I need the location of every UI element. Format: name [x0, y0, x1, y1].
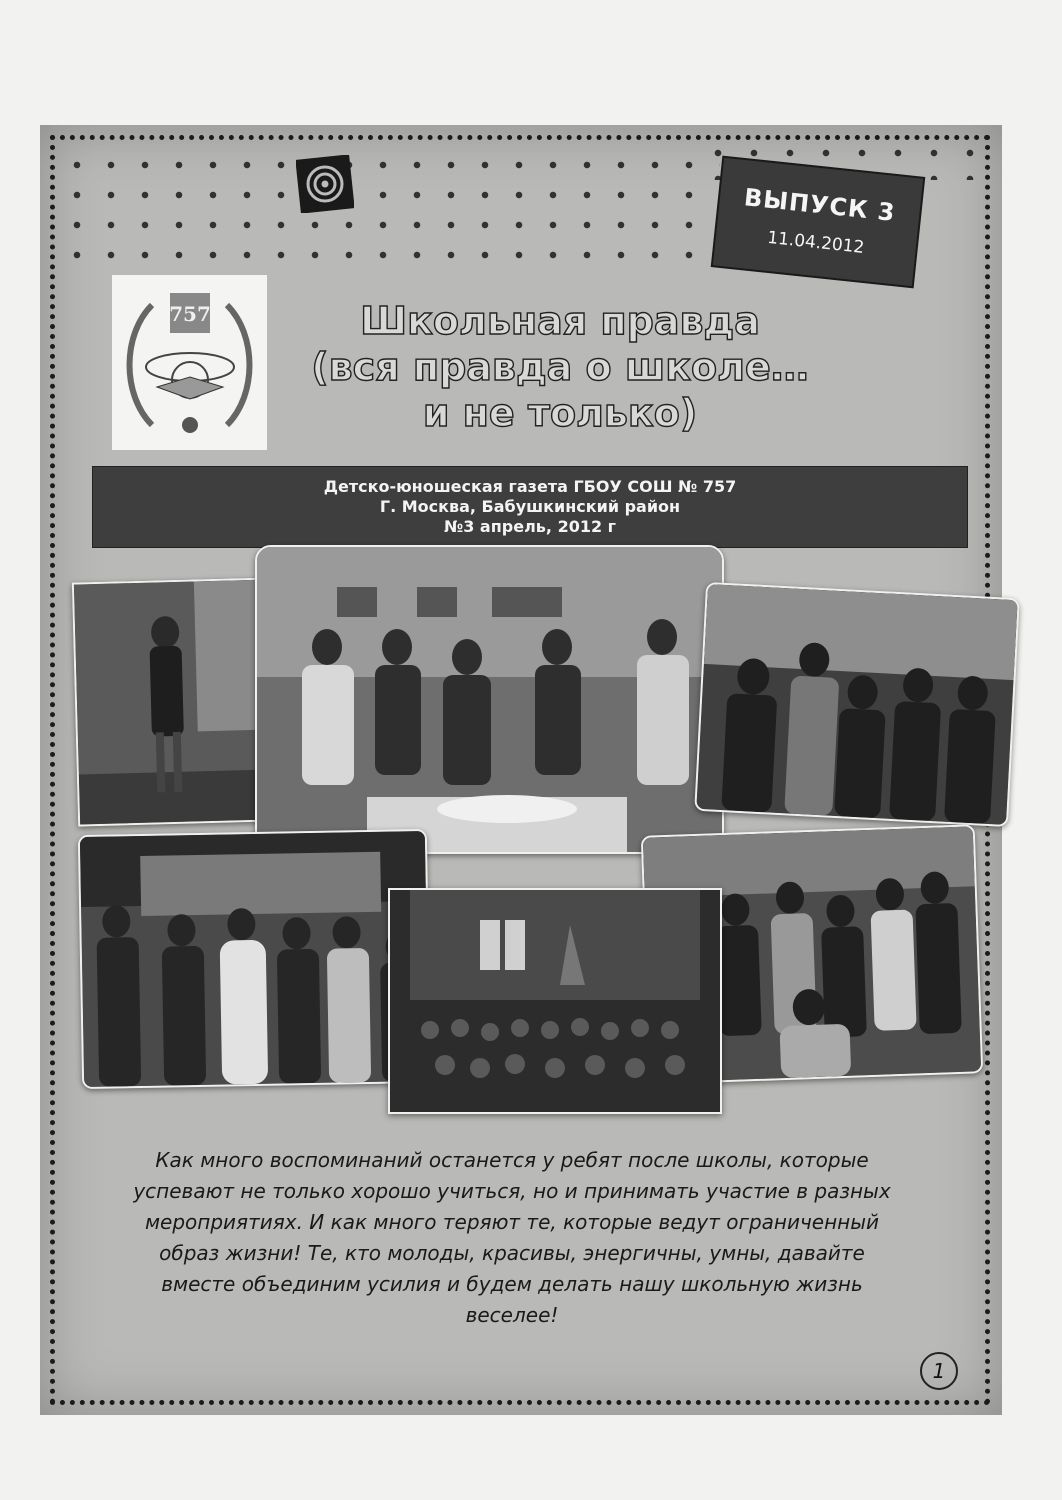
newspaper-title [280, 298, 840, 436]
caption-line: успевают не только хорошо учиться, но и принимать участие в разных [133, 1179, 891, 1203]
article-caption [62, 1145, 962, 1331]
caption-line: веселее! [465, 1303, 559, 1327]
title-line: и не только) [422, 391, 698, 435]
caption-line: мероприятиях. И как много теряют те, которые ведут ограниченный [144, 1210, 880, 1234]
photo-group-with-teacher [694, 582, 1020, 827]
publication-banner [92, 466, 968, 548]
caption-line: образ жизни! Те, кто молоды, красивы, энергичны, умны, давайте [159, 1241, 865, 1265]
banner-line: Детско-юношеская газета ГБОУ СОШ № 757 [323, 477, 737, 496]
issue-box [713, 158, 923, 286]
banner-line: Г. Москва, Бабушкинский район [379, 497, 681, 516]
issue-label: ВЫПУСК 3 [742, 183, 897, 227]
school-logo [112, 275, 267, 450]
page-number: 1 [920, 1352, 958, 1390]
photo-students-with-painted-hands [255, 545, 724, 854]
caption-line: вместе объединим усилия и будем делать нашу школьную жизнь [161, 1272, 863, 1296]
banner-line: №3 апрель, 2012 г [443, 517, 617, 536]
title-line: Школьная правда [360, 299, 760, 343]
target-icon [296, 155, 354, 213]
photo-audience-in-hall [388, 888, 722, 1114]
svg-text:757: 757 [169, 302, 211, 326]
photo-singer-on-stage [72, 577, 277, 826]
title-line: (вся правда о школе… [311, 345, 809, 389]
caption-line: Как много воспоминаний останется у ребят после школы, которые [155, 1148, 869, 1172]
issue-date: 11.04.2012 [766, 227, 866, 258]
photo-girls-in-dresses [78, 829, 431, 1089]
